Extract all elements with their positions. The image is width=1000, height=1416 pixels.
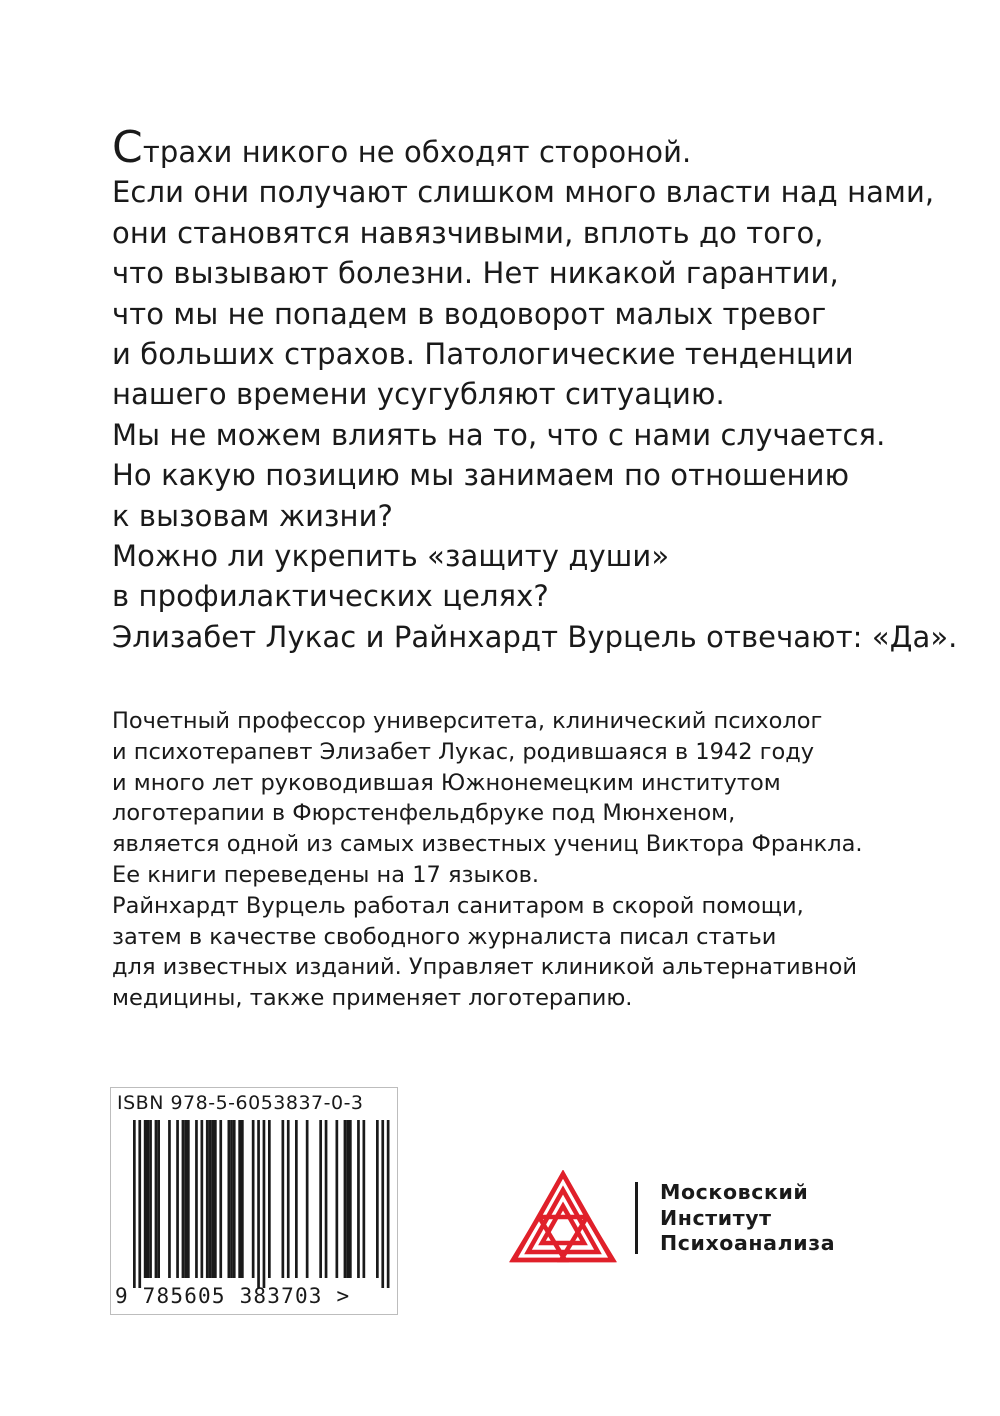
publisher-name bbox=[660, 1180, 835, 1257]
barcode-bar bbox=[176, 1120, 179, 1278]
barcode-bar bbox=[155, 1120, 158, 1278]
barcode-bar bbox=[252, 1120, 255, 1278]
barcode-bar bbox=[282, 1120, 285, 1278]
barcode-bar bbox=[381, 1120, 384, 1288]
blurb-line: что вызывают болезни. Нет никакой гарантии, bbox=[112, 256, 839, 291]
barcode-bar bbox=[184, 1120, 187, 1278]
bio-line: Почетный профессор университета, клинический психолог bbox=[112, 708, 823, 734]
barcode-bar bbox=[211, 1120, 214, 1278]
barcode-bar bbox=[206, 1120, 209, 1278]
barcode-bar bbox=[133, 1120, 136, 1288]
barcode-bar bbox=[325, 1120, 328, 1278]
cover-blurb bbox=[112, 122, 958, 657]
barcode-bar bbox=[306, 1120, 309, 1278]
bio-line: логотерапии в Фюрстенфельдбруке под Мюнхеном, bbox=[112, 800, 736, 827]
barcode-bar bbox=[219, 1120, 222, 1278]
blurb-line: Элизабет Лукас и Райнхардт Вурцель отвечают: «Да». bbox=[112, 619, 958, 654]
triple-triangle-logo-icon bbox=[508, 1170, 618, 1270]
blurb-line: нашего времени усугубляют ситуацию. bbox=[112, 377, 725, 412]
barcode-bar bbox=[138, 1120, 141, 1288]
barcode-bar bbox=[230, 1120, 233, 1278]
publisher-name-line: Психоанализа bbox=[660, 1231, 836, 1255]
barcode-bar bbox=[157, 1120, 160, 1278]
barcode-bar bbox=[168, 1120, 171, 1278]
barcode-bar bbox=[346, 1120, 349, 1278]
barcode-bar bbox=[336, 1120, 339, 1278]
barcode-bar bbox=[387, 1120, 390, 1288]
barcode-bar bbox=[257, 1120, 260, 1288]
barcode-bar bbox=[349, 1120, 352, 1278]
barcode-bar bbox=[209, 1120, 212, 1278]
publisher-block bbox=[508, 1170, 908, 1270]
barcode-bar bbox=[376, 1120, 379, 1278]
barcode-bar bbox=[195, 1120, 198, 1278]
bio-line: медицины, также применяет логотерапию. bbox=[112, 985, 633, 1012]
barcode-bar bbox=[357, 1120, 360, 1278]
blurb-line: Если они получают слишком много власти над нами, bbox=[112, 175, 935, 210]
bio-line: является одной из самых известных учениц Виктора Франкла. bbox=[112, 831, 863, 858]
barcode-bar bbox=[147, 1120, 150, 1278]
barcode-bar bbox=[182, 1120, 185, 1278]
barcode-bar bbox=[228, 1120, 231, 1278]
blurb-first-line-rest: трахи никого не обходят стороной. bbox=[142, 135, 692, 169]
barcode-bar bbox=[295, 1120, 298, 1278]
barcode-bar bbox=[201, 1120, 204, 1278]
blurb-line: Можно ли укрепить «защиту души» bbox=[112, 539, 670, 574]
publisher-divider bbox=[635, 1182, 638, 1254]
publisher-name-line: Институт bbox=[660, 1205, 772, 1230]
barcode-bar bbox=[149, 1120, 152, 1278]
barcode-bar bbox=[214, 1120, 217, 1278]
barcode-digits: 9 785605 383703 > bbox=[115, 1284, 351, 1308]
barcode-bar bbox=[344, 1120, 347, 1278]
barcode-bar bbox=[263, 1120, 266, 1288]
barcode-bar bbox=[238, 1120, 241, 1278]
blurb-line: Мы не можем влиять на то, что с нами случается. bbox=[112, 417, 886, 452]
barcode-bars bbox=[111, 1088, 399, 1316]
blurb-line: они становятся навязчивыми, вплоть до того, bbox=[112, 215, 824, 250]
blurb-line bbox=[112, 122, 932, 173]
barcode-bar bbox=[319, 1120, 322, 1278]
blurb-line: к вызовам жизни? bbox=[112, 498, 394, 533]
isbn-barcode bbox=[110, 1087, 398, 1315]
barcode-bar bbox=[268, 1120, 271, 1278]
isbn-label: ISBN 978-5-6053837-0-3 bbox=[117, 1092, 364, 1114]
blurb-line: Но какую позицию мы занимаем по отношению bbox=[112, 458, 850, 493]
bio-line: затем в качестве свободного журналиста писал статьи bbox=[112, 923, 777, 950]
bio-line: и психотерапевт Элизабет Лукас, родившаяся в 1942 году bbox=[112, 738, 815, 765]
blurb-line: в профилактических целях? bbox=[112, 579, 549, 614]
barcode-bar bbox=[287, 1120, 290, 1278]
author-bio bbox=[112, 706, 932, 1014]
barcode-bar bbox=[187, 1120, 190, 1278]
bio-line: и много лет руководившая Южнонемецким институтом bbox=[112, 769, 781, 796]
bio-line: для известных изданий. Управляет клиникой альтернативной bbox=[112, 954, 858, 981]
blurb-line: что мы не попадем в водоворот малых тревог bbox=[112, 296, 827, 331]
barcode-bar bbox=[233, 1120, 236, 1278]
barcode-bar bbox=[144, 1120, 147, 1278]
blurb-line: и больших страхов. Патологические тенденции bbox=[112, 337, 854, 372]
bio-line: Ее книги переведены на 17 языков. bbox=[112, 861, 540, 888]
barcode-bar bbox=[241, 1120, 244, 1278]
publisher-name-line: Московский bbox=[660, 1180, 809, 1204]
barcode-bar bbox=[363, 1120, 366, 1278]
blurb-drop-cap: С bbox=[112, 122, 143, 173]
bio-line: Райнхардт Вурцель работал санитаром в скорой помощи, bbox=[112, 892, 804, 919]
